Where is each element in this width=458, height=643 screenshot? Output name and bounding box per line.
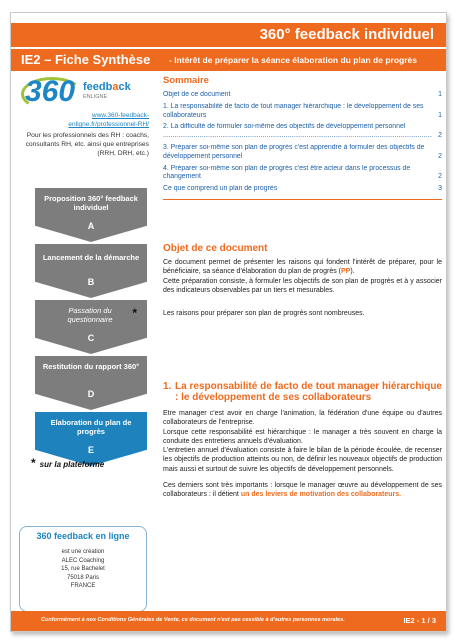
paragraph: Ce document permet de présenter les raisons qui fondent l'intérêt de préparer, pour le bénéficiaire, sa séance d'élaboration du plan de progrès (PP). xyxy=(163,259,442,276)
step-label: Restitution du rapport 360° xyxy=(42,362,140,371)
contact-title: 360 feedback en ligne xyxy=(36,531,130,541)
audience-description: Pour les professionnels des RH : coachs, consultants RH, etc. ainsi que entreprises (RRH, DRH, etc.) xyxy=(25,132,149,157)
subtitle-banner xyxy=(11,49,446,71)
contact-box xyxy=(19,526,147,612)
platform-note: * sur la plateforme xyxy=(31,456,105,470)
step-letter: C xyxy=(87,333,95,343)
footer-notice: Conformément à nos Conditions Générales de Vente, ce document n'est pas cessible à d'autres personnes morales. xyxy=(41,617,345,623)
section-heading: Objet de ce document xyxy=(163,243,268,254)
contact-line: est une création xyxy=(61,549,105,555)
step-a xyxy=(35,188,147,242)
step-letter: D xyxy=(87,389,95,399)
paragraph: Les raisons pour préparer son plan de progrès sont nombreuses. xyxy=(163,310,365,318)
toc-entry[interactable]: 2. La difficulté de formuler soi-même des objectifs de développement personnel ..... 2 xyxy=(163,123,442,141)
logo-number: 360 xyxy=(25,75,76,108)
page-number: IE2 - 1 / 3 xyxy=(403,616,436,625)
section-heading: 1. La responsabilité de facto de tout manager hiérarchique : le développement de ses collaborateurs xyxy=(163,381,442,403)
section-objet xyxy=(163,243,442,318)
document-title: 360° feedback individuel xyxy=(259,26,434,43)
website-link[interactable]: www.360-feedback-enligne.fr/professionnel-RH/ xyxy=(68,112,149,128)
contact-line: ALEC Coaching xyxy=(61,557,105,564)
fiche-subtitle: - Intérêt de préparer la séance élaboration du plan de progrès xyxy=(169,55,417,65)
paragraph: L'entretien annuel d'évaluation consiste à faire le bilan de la période écoulée, de recenser les objectifs de production atteints ou non, de définir les nouveaux objectifs de production mais aussi et surtout de suivre les objectifs de développement personnels. xyxy=(163,447,442,473)
logo-tag: ENLIGNE xyxy=(83,94,108,100)
toc-title: Sommaire xyxy=(163,75,209,86)
step-b xyxy=(35,244,147,298)
contact-line: FRANCE xyxy=(70,583,96,589)
step-letter: B xyxy=(87,277,95,287)
platform-asterisk: * xyxy=(132,306,137,320)
fiche-code: IE2 – Fiche Synthèse xyxy=(21,52,151,67)
logo-wordmark: feedback xyxy=(83,81,131,93)
step-label: Passation du questionnaire xyxy=(67,306,113,324)
step-c xyxy=(35,300,147,354)
step-label: Proposition 360° feedback individuel xyxy=(44,194,138,212)
process-steps xyxy=(35,188,147,468)
company-logo xyxy=(25,75,135,115)
divider xyxy=(163,199,442,200)
toc-entry[interactable]: Objet de ce document ..... 1 xyxy=(163,91,442,100)
step-label: Lancement de la démarche xyxy=(42,253,140,262)
step-letter: A xyxy=(87,221,95,231)
step-letter: E xyxy=(87,445,94,455)
paragraph: Etre manager c'est avoir en charge l'animation, la fédération d'une équipe ou d'autres collaborateurs de l'entreprise. xyxy=(163,410,442,427)
step-d xyxy=(35,356,147,410)
step-label: Elaboration du plan de progrès xyxy=(50,418,132,436)
table-of-contents xyxy=(163,75,442,200)
toc-entry[interactable]: Ce que comprend un plan de progrès ..... 3 xyxy=(163,185,442,194)
section-1 xyxy=(163,381,442,500)
document-page xyxy=(10,12,447,632)
toc-entry[interactable]: 3. Préparer soi-même son plan de progrès c'est apprendre à formuler des objectifs de développement personnel ..... 2 xyxy=(163,144,442,162)
title-banner xyxy=(11,23,446,47)
page-footer xyxy=(11,611,446,631)
toc-entry[interactable]: 1. La responsabilité de facto de tout manager hiérarchique : le développement de ses collaborateurs ..... 1 xyxy=(163,103,442,121)
paragraph: Cette préparation consiste, à formuler les objectifs de son plan de progrès et à y associer des indicateurs observables par un tiers et mesurables. xyxy=(163,277,442,294)
contact-line: 75018 Paris xyxy=(66,574,100,581)
paragraph: Lorsque cette responsabilité est hiérarchique : le manager a très souvent en charge la conduite des entretiens annuels d'évaluation. xyxy=(163,428,442,445)
contact-line: 15, rue Bachelet xyxy=(61,566,105,572)
toc-entry[interactable]: 4. Préparer soi-même son plan de progrès c'est être acteur dans le processus de changement ..... 2 xyxy=(163,165,442,183)
toc-list xyxy=(163,91,442,194)
paragraph: Ces derniers sont très importants : lorsque le manager œuvre au développement de ses collaborateurs : il détient un des leviers de motivation des collaborateurs. xyxy=(163,482,442,499)
